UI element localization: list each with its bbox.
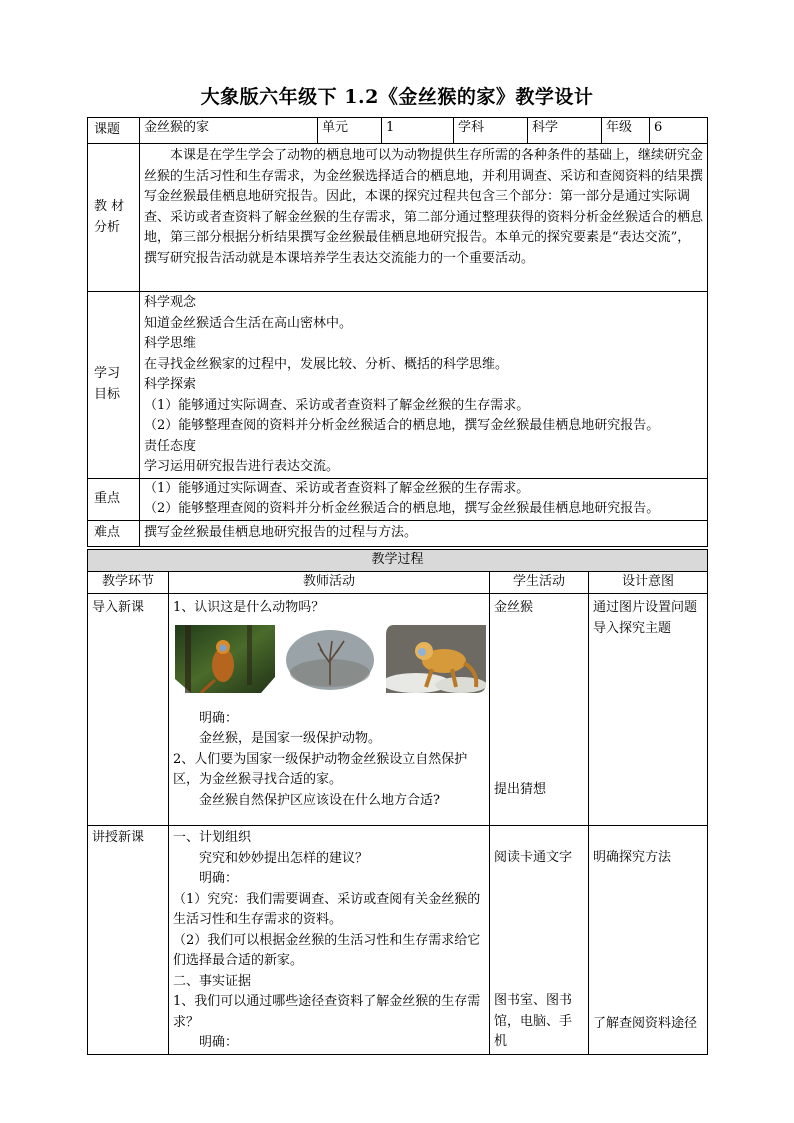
question-line: 金丝猴自然保护区应该设在什么地方合适? [199, 792, 440, 808]
grade-value: 6 [650, 118, 708, 144]
monkey-forest-photo [175, 625, 275, 693]
teacher-activity-lecture [169, 826, 490, 1055]
clarify-label: 明确： [199, 1035, 239, 1050]
monkey-snow-photo [386, 625, 486, 693]
teacher-activity-intro [169, 594, 490, 826]
answer-line: （1）究究：我们需要调查、采访或查阅有关金丝猴的生活习性和生存需求的资料。 [173, 891, 481, 927]
subject-value: 科学 [528, 118, 602, 144]
topic-label: 课题 [88, 118, 140, 144]
grade-label: 年级 [602, 118, 650, 144]
student-sources: 图书室、图书馆，电脑、手机 [494, 993, 573, 1049]
question-line: 2、人们要为国家一级保护动物金丝猴设立自然保护区，为金丝猴寻找合适的家。 [173, 751, 468, 787]
difficulty-text: 撰写金丝猴最佳栖息地研究报告的过程与方法。 [140, 520, 708, 546]
objective-line: 在寻找金丝猴家的过程中，发展比较、分析、概括的科学思维。 [144, 356, 509, 372]
answer-line: 金丝猴，是国家一级保护动物。 [199, 731, 382, 746]
objective-line: （1）能够通过实际调查、采访或者查资料了解金丝猴的生存需求。 [144, 397, 530, 413]
analysis-text: 本课是在学生学会了动物的栖息地可以为动物提供生存所需的各种条件的基础上，继续研究金丝猴的生活习性和生存需求，为金丝猴选择适合的栖息地，并利用调查、采访和查阅资料的结果撰写金丝猴最佳栖息地研究报告。因此，本课的探究过程共包含三个部分：第一部分是通过实际调查、采访或者查资料了解金丝猴的生存需求，第二部分通过整理获得的资料分析金丝猴适合的栖息地，第三部分根据分析结果撰写金丝猴最佳栖息地研究报告。本单元的探究要素是“表达交流”，撰写研究报告活动就是本课培养学生表达交流能力的一个重要活动。 [140, 144, 708, 292]
objectives-list [140, 292, 708, 479]
objective-line: （2）能够整理查阅的资料并分析金丝猴适合的栖息地，撰写金丝猴最佳栖息地研究报告。 [144, 418, 660, 433]
objective-line: 科学观念 [144, 295, 197, 310]
clarify-label: 明确： [199, 871, 239, 886]
analysis-label: 教 材 分析 [88, 144, 140, 292]
objective-line: 学习运用研究报告进行表达交流。 [144, 459, 340, 474]
question-line: 究究和妙妙提出怎样的建议？ [199, 850, 369, 866]
design-intent-lecture [589, 826, 708, 1055]
column-header: 设计意图 [589, 572, 708, 594]
student-activity-intro [490, 594, 589, 826]
objective-line: 科学思维 [144, 336, 197, 351]
key-points-list [140, 478, 708, 520]
column-header: 教学环节 [88, 572, 169, 594]
objective-line: 知道金丝猴适合生活在高山密林中。 [144, 315, 353, 331]
objective-line: 责任态度 [144, 438, 197, 454]
section-heading: 二、事实证据 [173, 973, 252, 989]
stage-intro: 导入新课 [88, 594, 169, 826]
student-guess: 提出猜想 [494, 782, 547, 797]
section-heading: 一、计划组织 [173, 830, 252, 845]
objectives-label: 学习 目标 [88, 292, 140, 479]
key-point-line: （2）能够整理查阅的资料并分析金丝猴适合的栖息地，撰写金丝猴最佳栖息地研究报告。 [144, 501, 660, 516]
intent-sources: 了解查阅资料途径 [593, 1016, 698, 1031]
intent-method: 明确探究方法 [593, 850, 672, 865]
question-line: 1、我们可以通过哪些途径查资料了解金丝猴的生存需求？ [173, 994, 481, 1030]
topic-value: 金丝猴的家 [140, 118, 318, 144]
objective-line: 科学探索 [144, 377, 197, 392]
stage-lecture: 讲授新课 [88, 826, 169, 1055]
column-header: 学生活动 [490, 572, 589, 594]
student-activity-lecture [490, 826, 589, 1055]
key-point-line: （1）能够通过实际调查、采访或者查资料了解金丝猴的生存需求。 [144, 480, 530, 496]
unit-label: 单元 [318, 118, 382, 144]
key-points-label: 重点 [88, 478, 140, 520]
process-table [87, 549, 708, 1055]
page-title: 大象版六年级下 1.2《金丝猴的家》教学设计 [200, 86, 594, 108]
question-line: 1、认识这是什么动物吗？ [173, 600, 325, 615]
student-answer: 金丝猴 [494, 600, 534, 615]
info-table [87, 117, 708, 547]
photo-row [173, 625, 485, 705]
tree-photo [286, 629, 374, 691]
column-header: 教师活动 [169, 572, 490, 594]
process-heading: 教学过程 [88, 550, 708, 572]
difficulty-label: 难点 [88, 520, 140, 546]
student-reading: 阅读卡通文字 [494, 850, 573, 865]
design-intent-intro: 通过图片设置问题导入探究主题 [589, 594, 708, 826]
answer-line: （2）我们可以根据金丝猴的生活习性和生存需求给它们选择最合适的新家。 [173, 932, 481, 968]
subject-label: 学科 [454, 118, 528, 144]
unit-value: 1 [382, 118, 454, 144]
clarify-label: 明确： [199, 710, 239, 726]
